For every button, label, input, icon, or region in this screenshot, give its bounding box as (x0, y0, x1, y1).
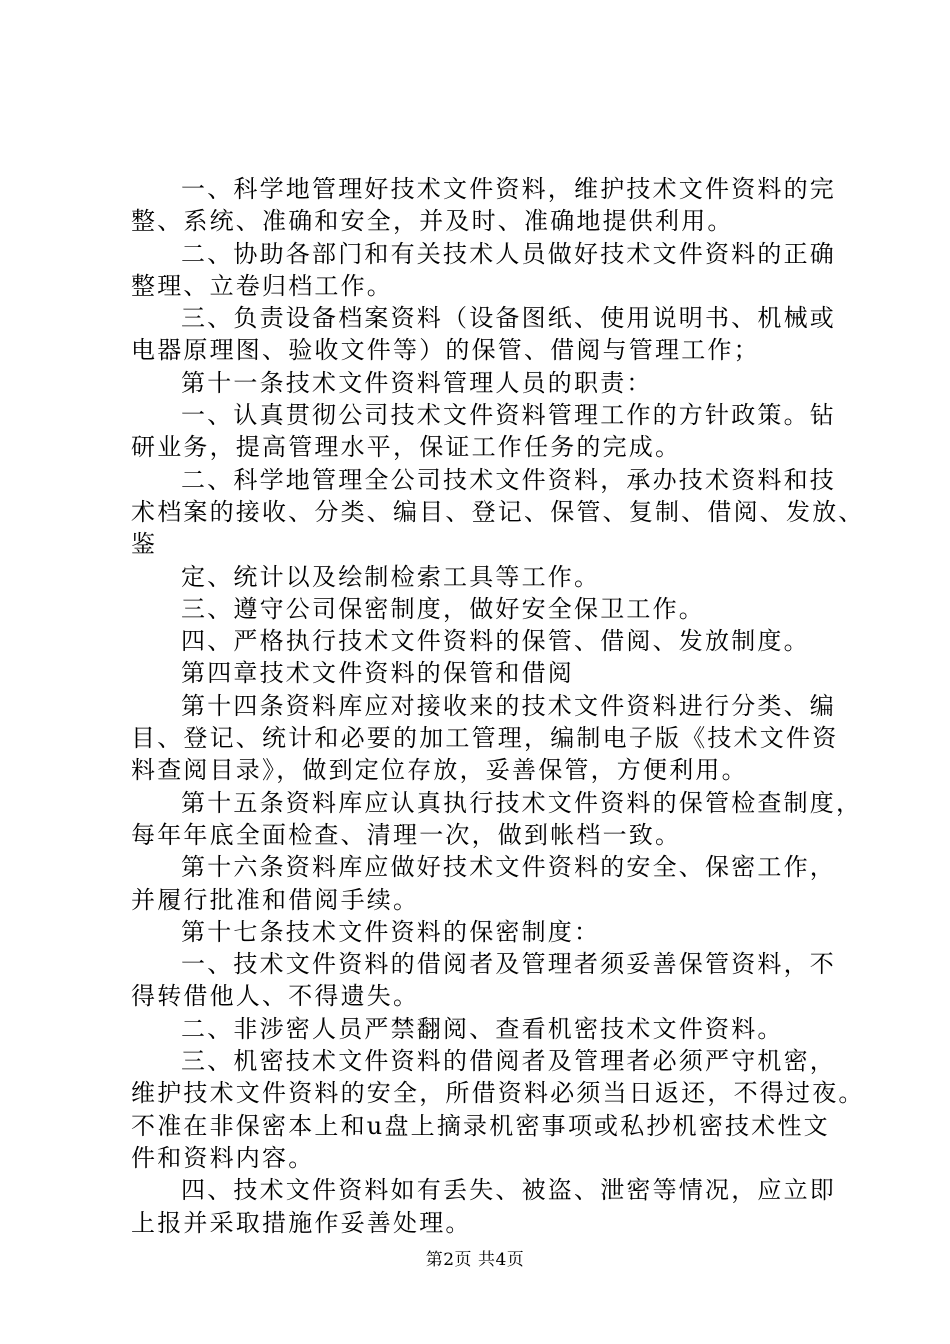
text-line: 四、技术文件资料如有丢失、被盗、泄密等情况，应立即 (181, 1176, 836, 1205)
text-line: 第十六条资料库应做好技术文件资料的安全、保密工作， (181, 853, 836, 882)
text-line: 四、严格执行技术文件资料的保管、借阅、发放制度。 (181, 627, 810, 656)
text-line: 术档案的接收、分类、编目、登记、保管、复制、借阅、发放、 (131, 497, 865, 526)
text-line: 一、技术文件资料的借阅者及管理者须妥善保管资料，不 (181, 950, 836, 979)
text-line: 鉴 (131, 530, 158, 559)
text-line: 三、机密技术文件资料的借阅者及管理者必须严守机密， (181, 1047, 836, 1076)
text-line: 电器原理图、验收文件等）的保管、借阅与管理工作； (131, 336, 760, 365)
text-line: 整、系统、准确和安全，并及时、准确地提供利用。 (131, 207, 734, 236)
text-line: 得转借他人、不得遗失。 (131, 982, 420, 1011)
text-line: 料查阅目录》，做到定位存放，妥善保管，方便利用。 (131, 756, 748, 785)
text-line: 二、非涉密人员严禁翻阅、查看机密技术文件资料。 (181, 1014, 784, 1043)
text-line: 并履行批准和借阅手续。 (131, 885, 420, 914)
text-line: 整理、立卷归档工作。 (131, 271, 393, 300)
text-line: 目、登记、统计和必要的加工管理，编制电子版《技术文件资 (131, 724, 839, 753)
text-line: 三、负责设备档案资料（设备图纸、使用说明书、机械或 (181, 304, 836, 333)
text-line: 维护技术文件资料的安全，所借资料必须当日返还，不得过夜。 (131, 1079, 865, 1108)
text-line: 一、科学地管理好技术文件资料，维护技术文件资料的完 (181, 175, 836, 203)
text-line: 不准在非保密本上和u盘上摘录机密事项或私抄机密技术性文 (131, 1111, 830, 1140)
text-line: 第十七条技术文件资料的保密制度： (181, 917, 601, 946)
text-line: 一、认真贯彻公司技术文件资料管理工作的方针政策。钻 (181, 401, 836, 430)
text-line: 第十五条资料库应认真执行技术文件资料的保管检查制度， (181, 788, 863, 817)
text-line: 第十四条资料库应对接收来的技术文件资料进行分类、编 (181, 691, 836, 720)
text-line: 二、协助各部门和有关技术人员做好技术文件资料的正确 (181, 239, 836, 268)
text-line: 件和资料内容。 (131, 1143, 315, 1172)
text-line: 三、遵守公司保密制度，做好安全保卫工作。 (181, 594, 705, 623)
text-line: 研业务，提高管理水平，保证工作任务的完成。 (131, 433, 682, 462)
text-line: 第十一条技术文件资料管理人员的职责： (181, 368, 653, 397)
page-footer: 第2页 共4页 (425, 1250, 525, 1270)
text-line: 第四章技术文件资料的保管和借阅 (181, 659, 574, 688)
text-line: 二、科学地管理全公司技术文件资料，承办技术资料和技 (181, 465, 836, 494)
text-line: 每年年底全面检查、清理一次，做到帐档一致。 (131, 820, 682, 849)
text-line: 定、统计以及绘制检索工具等工作。 (181, 562, 601, 591)
text-line: 上报并采取措施作妥善处理。 (131, 1208, 472, 1237)
document-body (131, 173, 865, 1239)
